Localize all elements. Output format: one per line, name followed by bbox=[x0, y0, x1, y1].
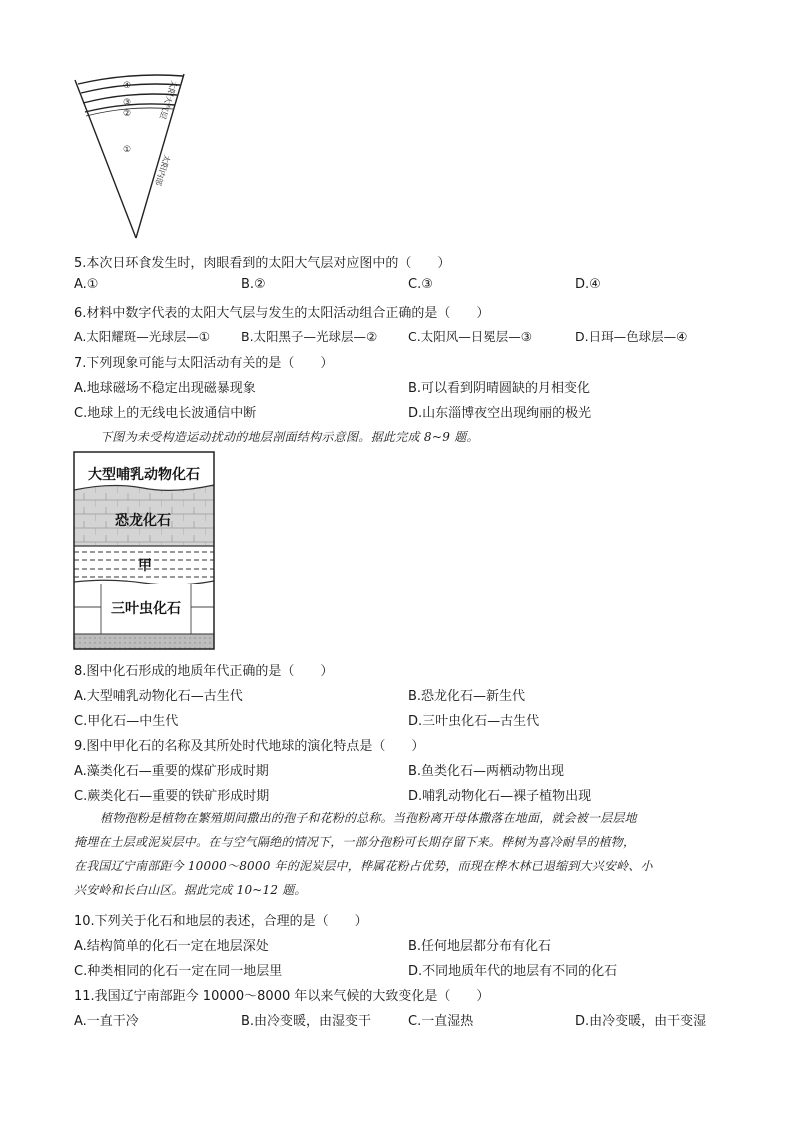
q5-option-a[interactable]: A.① bbox=[74, 277, 99, 292]
passage-line: 植物孢粉是植物在繁殖期间撒出的孢子和花粉的总称。当孢粉离开母体撒落在地面，就会被一层层地 bbox=[100, 811, 637, 825]
q7-option-a[interactable]: A.地球磁场不稳定出现磁暴现象 bbox=[74, 381, 256, 396]
question-5-stem: 5.本次日环食发生时，肉眼看到的太阳大气层对应图中的（ ） bbox=[74, 256, 451, 271]
q9-option-c[interactable]: C.蕨类化石—重要的铁矿形成时期 bbox=[74, 789, 270, 804]
label-trilobite-fossil: 三叶虫化石 bbox=[111, 601, 181, 617]
q11-option-c[interactable]: C.一直湿热 bbox=[408, 1014, 474, 1029]
wedge-right-edge bbox=[136, 74, 184, 238]
q7-option-d[interactable]: D.山东淄博夜空出现绚丽的极光 bbox=[408, 406, 592, 421]
question-8-stem: 8.图中化石形成的地质年代正确的是（ ） bbox=[74, 664, 334, 679]
question-9-stem: 9.图中甲化石的名称及其所处时代地球的演化特点是（ ） bbox=[74, 739, 425, 754]
q8-option-d[interactable]: D.三叶虫化石—古生代 bbox=[408, 714, 540, 729]
strata-intro: 下图为未受构造运动扰动的地层剖面结构示意图。据此完成 8~9 题。 bbox=[100, 430, 479, 444]
inner-sun-label: 太阳内部 bbox=[153, 153, 172, 187]
q11-option-b[interactable]: B.由冷变暖，由湿变干 bbox=[241, 1014, 372, 1029]
label-dinosaur-fossil: 恐龙化石 bbox=[115, 513, 171, 529]
question-7-stem: 7.下列现象可能与太阳活动有关的是（ ） bbox=[74, 356, 334, 371]
passage-line: 在我国辽宁南部距今 10000～8000 年的泥炭层中，桦属花粉占优势，而现在桦木林已退缩到大兴安岭、小 bbox=[74, 859, 653, 873]
q6-option-d[interactable]: D.日珥—色球层—④ bbox=[575, 329, 688, 344]
layer-label-2: ② bbox=[122, 109, 132, 119]
q5-option-d[interactable]: D.④ bbox=[575, 277, 601, 292]
q9-option-a[interactable]: A.藻类化石—重要的煤矿形成时期 bbox=[74, 764, 269, 779]
q11-option-a[interactable]: A.一直干冷 bbox=[74, 1014, 139, 1029]
q6-option-a[interactable]: A.太阳耀斑—光球层—① bbox=[74, 329, 211, 344]
q9-option-b[interactable]: B.鱼类化石—两栖动物出现 bbox=[408, 764, 565, 779]
label-jia-fossil: 甲 bbox=[138, 558, 152, 574]
q10-option-d[interactable]: D.不同地质年代的地层有不同的化石 bbox=[408, 964, 618, 979]
q8-option-a[interactable]: A.大型哺乳动物化石—古生代 bbox=[74, 689, 243, 704]
sun-structure-diagram bbox=[72, 72, 192, 252]
passage-line: 掩埋在土层或泥炭层中。在与空气隔绝的情况下，一部分孢粉可长期存留下来。桦树为喜冷耐旱的植物， bbox=[74, 835, 636, 849]
q8-option-c[interactable]: C.甲化石—中生代 bbox=[74, 714, 179, 729]
q5-option-c[interactable]: C.③ bbox=[408, 277, 433, 292]
q6-option-b[interactable]: B.太阳黑子—光球层—② bbox=[241, 329, 378, 344]
passage-line: 兴安岭和长白山区。据此完成 10~12 题。 bbox=[74, 883, 307, 897]
outer-atmosphere-label: 太阳大气层 bbox=[157, 79, 179, 121]
q11-option-d[interactable]: D.由冷变暖，由干变湿 bbox=[575, 1014, 707, 1029]
pollen-passage bbox=[74, 806, 720, 902]
question-6-stem: 6.材料中数字代表的太阳大气层与发生的太阳活动组合正确的是（ ） bbox=[74, 306, 490, 321]
q7-option-b[interactable]: B.可以看到阴晴圆缺的月相变化 bbox=[408, 381, 591, 396]
question-11-stem: 11.我国辽宁南部距今 10000～8000 年以来气候的大致变化是（ ） bbox=[74, 989, 490, 1004]
strata-diagram bbox=[73, 451, 215, 651]
q6-option-c[interactable]: C.太阳风—日冕层—③ bbox=[408, 329, 532, 344]
layer-label-1: ① bbox=[122, 145, 132, 155]
q10-option-c[interactable]: C.种类相同的化石一定在同一地层里 bbox=[74, 964, 283, 979]
q9-option-d[interactable]: D.哺乳动物化石—裸子植物出现 bbox=[408, 789, 592, 804]
q10-option-a[interactable]: A.结构简单的化石一定在地层深处 bbox=[74, 939, 269, 954]
q5-option-b[interactable]: B.② bbox=[241, 277, 266, 292]
label-large-mammal-fossil: 大型哺乳动物化石 bbox=[88, 467, 200, 483]
q7-option-c[interactable]: C.地球上的无线电长波通信中断 bbox=[74, 406, 257, 421]
question-10-stem: 10.下列关于化石和地层的表述，合理的是（ ） bbox=[74, 914, 368, 929]
layer-label-3: ③ bbox=[122, 98, 132, 108]
stratum-bottom bbox=[74, 634, 214, 649]
layer-label-4: ④ bbox=[122, 81, 132, 91]
q8-option-b[interactable]: B.恐龙化石—新生代 bbox=[408, 689, 526, 704]
q10-option-b[interactable]: B.任何地层都分布有化石 bbox=[408, 939, 552, 954]
